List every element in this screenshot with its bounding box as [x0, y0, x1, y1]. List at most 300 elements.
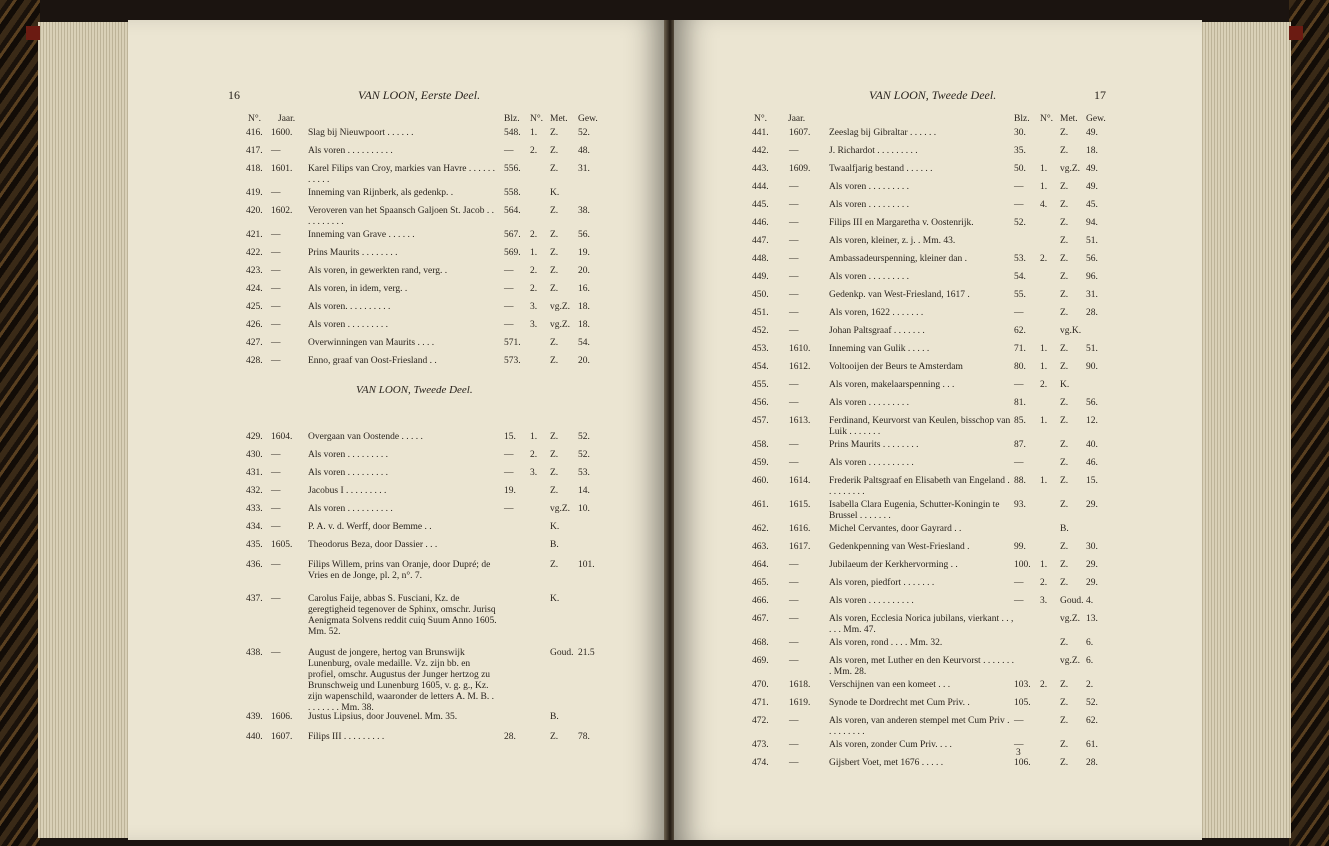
- entry-description: Enno, graaf van Oost-Friesland . .: [308, 356, 437, 366]
- entry-number: 416.: [246, 128, 263, 138]
- entry-weight: 61.: [1086, 740, 1098, 750]
- entry-weight: 45.: [1086, 200, 1098, 210]
- running-title: VAN LOON, Eerste Deel.: [358, 88, 481, 102]
- entry-year: 1606.: [271, 712, 293, 722]
- entry-metal: B.: [550, 712, 559, 722]
- entry-year: —: [271, 468, 281, 478]
- entry-metal: Z.: [1060, 560, 1069, 570]
- entry-description: Als voren . . . . . . . . . .: [829, 458, 914, 468]
- entry-year: 1602.: [271, 206, 293, 216]
- entry-page: —: [1014, 740, 1024, 750]
- entry-weight: 18.: [578, 320, 590, 330]
- entry-page: 556.: [504, 164, 521, 174]
- entry-number: 470.: [752, 680, 769, 690]
- entry-weight: 31.: [1086, 290, 1098, 300]
- entry-year: —: [789, 182, 799, 192]
- entry-number: 468.: [752, 638, 769, 648]
- entry-year: —: [789, 200, 799, 210]
- entry-page: 564.: [504, 206, 521, 216]
- entry-year: —: [789, 578, 799, 588]
- entry-metal: Z.: [1060, 416, 1069, 426]
- entry-page: —: [1014, 380, 1024, 390]
- entry-year: —: [271, 594, 281, 604]
- entry-page: —: [1014, 182, 1024, 192]
- entry-metal: Z.: [1060, 698, 1069, 708]
- entry-page: —: [504, 146, 514, 156]
- entry-page: —: [1014, 578, 1024, 588]
- entry-year: —: [271, 504, 281, 514]
- entry-description: Isabella Clara Eugenia, Schutter-Koningin te Brussel . . . . . . .: [829, 500, 1000, 521]
- entry-year: —: [271, 560, 281, 570]
- entry-weight: 78.: [578, 732, 590, 742]
- running-title: VAN LOON, Tweede Deel.: [869, 88, 997, 102]
- entry-metal: K.: [550, 522, 560, 532]
- entry-year: —: [789, 560, 799, 570]
- entry-description: Theodorus Beza, door Dassier . . .: [308, 540, 438, 550]
- entry-page: 30.: [1014, 128, 1026, 138]
- entry-year: —: [789, 398, 799, 408]
- entry-page: 99.: [1014, 542, 1026, 552]
- right-page: [674, 20, 1202, 840]
- entry-year: 1619.: [789, 698, 811, 708]
- left-page-edges: [38, 22, 138, 838]
- entry-description: Frederik Paltsgraaf en Elisabeth van Engeland . . . . . . . . .: [829, 476, 1010, 497]
- entry-description: Overgaan van Oostende . . . . .: [308, 432, 423, 442]
- entry-no: 2.: [530, 230, 538, 240]
- entry-description: Prins Maurits . . . . . . . .: [308, 248, 398, 258]
- entry-description: Twaalfjarig bestand . . . . . .: [829, 164, 933, 174]
- entry-metal: Z.: [1060, 680, 1069, 690]
- entry-weight: 52.: [578, 450, 590, 460]
- entry-metal: Z.: [1060, 542, 1069, 552]
- entry-page: 548.: [504, 128, 521, 138]
- entry-number: 464.: [752, 560, 769, 570]
- entry-weight: 49.: [1086, 182, 1098, 192]
- entry-number: 465.: [752, 578, 769, 588]
- entry-page: 35.: [1014, 146, 1026, 156]
- entry-year: 1600.: [271, 128, 293, 138]
- entry-page: 19.: [504, 486, 516, 496]
- entry-metal: Z.: [1060, 182, 1069, 192]
- entry-year: —: [789, 308, 799, 318]
- entry-number: 445.: [752, 200, 769, 210]
- entry-metal: Goud.: [1060, 596, 1084, 606]
- entry-year: —: [789, 254, 799, 264]
- entry-weight: 4.: [1086, 596, 1094, 606]
- entry-year: —: [789, 326, 799, 336]
- entry-no: 1.: [530, 248, 538, 258]
- entry-description: Als voren, kleiner, z. j. . Mm. 43.: [829, 236, 956, 246]
- entry-year: —: [789, 716, 799, 726]
- entry-no: 3.: [530, 320, 538, 330]
- entry-page: 573.: [504, 356, 521, 366]
- entry-year: —: [271, 450, 281, 460]
- entry-description: Als voren . . . . . . . . .: [829, 272, 909, 282]
- entry-year: —: [271, 648, 281, 658]
- entry-weight: 51.: [1086, 236, 1098, 246]
- entry-number: 436.: [246, 560, 263, 570]
- entry-weight: 2.: [1086, 680, 1094, 690]
- entry-metal: Z.: [550, 248, 559, 258]
- entry-year: 1607.: [789, 128, 811, 138]
- entry-year: 1601.: [271, 164, 293, 174]
- entry-description: Johan Paltsgraaf . . . . . . .: [829, 326, 925, 336]
- entry-description: Inneming van Rijnberk, als gedenkp. .: [308, 188, 454, 198]
- entry-number: 443.: [752, 164, 769, 174]
- entry-metal: Z.: [550, 338, 559, 348]
- entry-no: 1.: [530, 432, 538, 442]
- entry-year: —: [789, 596, 799, 606]
- entry-page: —: [504, 302, 514, 312]
- entry-metal: Z.: [550, 266, 559, 276]
- entry-description: Als voren, in idem, verg. .: [308, 284, 408, 294]
- entry-number: 441.: [752, 128, 769, 138]
- entry-number: 447.: [752, 236, 769, 246]
- entry-metal: Z.: [550, 468, 559, 478]
- entry-year: 1614.: [789, 476, 811, 486]
- entry-description: Karel Filips van Croy, markies van Havre . . . . . . . . . . .: [308, 164, 495, 185]
- entry-metal: Z.: [1060, 458, 1069, 468]
- col-no: N°.: [754, 114, 768, 124]
- entry-number: 457.: [752, 416, 769, 426]
- entry-weight: 51.: [1086, 344, 1098, 354]
- entry-number: 452.: [752, 326, 769, 336]
- entry-metal: Z.: [1060, 146, 1069, 156]
- entry-metal: Z.: [550, 146, 559, 156]
- entry-description: Als voren . . . . . . . . . .: [829, 596, 914, 606]
- entry-year: 1609.: [789, 164, 811, 174]
- entry-year: —: [789, 440, 799, 450]
- entry-metal: Z.: [550, 432, 559, 442]
- entry-weight: 31.: [578, 164, 590, 174]
- right-page-edges: [1191, 22, 1291, 838]
- left-page: [128, 20, 666, 840]
- entry-description: Als voren . . . . . . . . .: [308, 468, 388, 478]
- col-met: Met.: [1060, 114, 1078, 124]
- entry-year: —: [789, 236, 799, 246]
- entry-number: 418.: [246, 164, 263, 174]
- entry-description: Ferdinand, Keurvorst van Keulen, bisschop van Luik . . . . . . .: [829, 416, 1011, 437]
- entry-year: —: [271, 522, 281, 532]
- entry-description: Jubilaeum der Kerkhervorming . .: [829, 560, 958, 570]
- entry-number: 453.: [752, 344, 769, 354]
- signature-mark: 3: [1016, 748, 1021, 758]
- entry-page: —: [504, 450, 514, 460]
- entry-metal: vg.Z.: [1060, 164, 1081, 174]
- entry-number: 460.: [752, 476, 769, 486]
- entry-metal: K.: [550, 188, 560, 198]
- entry-description: Als voren . . . . . . . . . .: [308, 146, 393, 156]
- entry-page: —: [504, 266, 514, 276]
- entry-number: 448.: [752, 254, 769, 264]
- entry-metal: Z.: [1060, 290, 1069, 300]
- entry-metal: K.: [550, 594, 560, 604]
- entry-no: 2.: [1040, 680, 1048, 690]
- entry-description: Gedenkp. van West-Friesland, 1617 .: [829, 290, 970, 300]
- entry-no: 2.: [530, 146, 538, 156]
- entry-description: Verschijnen van een komeet . . .: [829, 680, 951, 690]
- entry-weight: 40.: [1086, 440, 1098, 450]
- entry-no: 1.: [1040, 362, 1048, 372]
- entry-number: 437.: [246, 594, 263, 604]
- entry-year: 1616.: [789, 524, 811, 534]
- entry-weight: 49.: [1086, 164, 1098, 174]
- entry-weight: 62.: [1086, 716, 1098, 726]
- entry-year: —: [271, 146, 281, 156]
- entry-description: Als voren . . . . . . . . .: [829, 182, 909, 192]
- entry-description: Slag bij Nieuwpoort . . . . . .: [308, 128, 414, 138]
- entry-year: —: [271, 188, 281, 198]
- entry-number: 474.: [752, 758, 769, 768]
- entry-description: Justus Lipsius, door Jouvenel. Mm. 35.: [308, 712, 458, 722]
- entry-number: 420.: [246, 206, 263, 216]
- entry-weight: 46.: [1086, 458, 1098, 468]
- entry-page: 93.: [1014, 500, 1026, 510]
- entry-weight: 56.: [1086, 398, 1098, 408]
- entry-description: Jacobus I . . . . . . . . .: [308, 486, 387, 496]
- entry-year: 1615.: [789, 500, 811, 510]
- entry-description: Als voren, piedfort . . . . . . .: [829, 578, 935, 588]
- entry-description: Als voren, van anderen stempel met Cum Priv . . . . . . . . .: [829, 716, 1010, 737]
- entry-page: 15.: [504, 432, 516, 442]
- entry-page: —: [1014, 308, 1024, 318]
- entry-description: Prins Maurits . . . . . . . .: [829, 440, 919, 450]
- entry-weight: 90.: [1086, 362, 1098, 372]
- entry-year: —: [789, 458, 799, 468]
- entry-year: —: [789, 638, 799, 648]
- right-cover: [1289, 0, 1329, 846]
- entry-page: —: [1014, 458, 1024, 468]
- entry-no: 1.: [530, 128, 538, 138]
- entry-number: 432.: [246, 486, 263, 496]
- entry-page: 569.: [504, 248, 521, 258]
- entry-metal: Z.: [550, 356, 559, 366]
- entry-metal: Z.: [1060, 254, 1069, 264]
- entry-number: 450.: [752, 290, 769, 300]
- entry-metal: Z.: [1060, 740, 1069, 750]
- entry-metal: Z.: [550, 164, 559, 174]
- entry-metal: Z.: [1060, 398, 1069, 408]
- entry-metal: Z.: [1060, 308, 1069, 318]
- entry-metal: Z.: [1060, 500, 1069, 510]
- entry-year: —: [789, 218, 799, 228]
- entry-no: 2.: [1040, 578, 1048, 588]
- entry-number: 419.: [246, 188, 263, 198]
- entry-description: Carolus Faije, abbas S. Fusciani, Kz. de geregtigheid tegenover de Sphinx, omschr. Jurisq Aenigmata Solvens reddit cuiq Suum Anno 1605. Mm. 52.: [308, 594, 497, 637]
- entry-metal: Z.: [1060, 200, 1069, 210]
- entry-weight: 52.: [578, 128, 590, 138]
- entry-description: Gijsbert Voet, met 1676 . . . . .: [829, 758, 944, 768]
- entry-metal: Z.: [1060, 236, 1069, 246]
- entry-number: 440.: [246, 732, 263, 742]
- entry-description: Als voren, Ecclesia Norica jubilans, vierkant . . , . . . Mm. 47.: [829, 614, 1014, 635]
- entry-year: —: [789, 656, 799, 666]
- entry-page: 571.: [504, 338, 521, 348]
- entry-page: —: [504, 284, 514, 294]
- entry-number: 471.: [752, 698, 769, 708]
- entry-weight: 6.: [1086, 656, 1094, 666]
- entry-number: 473.: [752, 740, 769, 750]
- entry-page: 80.: [1014, 362, 1026, 372]
- entry-page: 106.: [1014, 758, 1031, 768]
- entry-page: 87.: [1014, 440, 1026, 450]
- entry-number: 444.: [752, 182, 769, 192]
- entry-number: 430.: [246, 450, 263, 460]
- entry-no: 3.: [1040, 596, 1048, 606]
- entry-metal: Z.: [1060, 638, 1069, 648]
- entry-year: —: [789, 272, 799, 282]
- entry-metal: Z.: [550, 732, 559, 742]
- section-title: VAN LOON, Tweede Deel.: [356, 384, 473, 396]
- entry-year: 1617.: [789, 542, 811, 552]
- page-number: 17: [1094, 88, 1106, 102]
- entry-weight: 18.: [578, 302, 590, 312]
- entry-number: 425.: [246, 302, 263, 312]
- entry-weight: 29.: [1086, 560, 1098, 570]
- entry-metal: Z.: [1060, 476, 1069, 486]
- entry-weight: 28.: [1086, 758, 1098, 768]
- entry-no: 1.: [1040, 416, 1048, 426]
- col-jaar: Jaar.: [278, 114, 296, 124]
- entry-page: 52.: [1014, 218, 1026, 228]
- entry-page: 567.: [504, 230, 521, 240]
- entry-number: 439.: [246, 712, 263, 722]
- col-blz: Blz.: [504, 114, 520, 124]
- entry-description: Ambassadeurspenning, kleiner dan .: [829, 254, 967, 264]
- entry-weight: 56.: [1086, 254, 1098, 264]
- entry-description: Als voren, zonder Cum Priv. . . .: [829, 740, 952, 750]
- entry-weight: 6.: [1086, 638, 1094, 648]
- entry-year: —: [789, 740, 799, 750]
- entry-number: 467.: [752, 614, 769, 624]
- entry-year: 1610.: [789, 344, 811, 354]
- entry-no: 3.: [530, 468, 538, 478]
- entry-metal: Z.: [1060, 362, 1069, 372]
- entry-metal: Z.: [550, 284, 559, 294]
- entry-year: —: [789, 614, 799, 624]
- entry-year: —: [271, 320, 281, 330]
- entry-no: 2.: [1040, 380, 1048, 390]
- entry-year: 1607.: [271, 732, 293, 742]
- entry-no: 2.: [530, 450, 538, 460]
- entry-description: Filips III . . . . . . . . .: [308, 732, 385, 742]
- entry-page: 54.: [1014, 272, 1026, 282]
- entry-page: —: [1014, 596, 1024, 606]
- entry-number: 435.: [246, 540, 263, 550]
- entry-year: —: [271, 266, 281, 276]
- entry-number: 438.: [246, 648, 263, 658]
- entry-number: 442.: [752, 146, 769, 156]
- corner-ornament: [26, 26, 40, 40]
- entry-page: —: [1014, 716, 1024, 726]
- entry-metal: Z.: [1060, 758, 1069, 768]
- entry-metal: Goud.: [550, 648, 574, 658]
- entry-year: —: [271, 486, 281, 496]
- entry-year: —: [789, 758, 799, 768]
- entry-description: Filips Willem, prins van Oranje, door Dupré; de Vries en de Jonge, pl. 2, n°. 7.: [308, 560, 491, 581]
- col-met: Met.: [550, 114, 568, 124]
- entry-year: —: [271, 284, 281, 294]
- entry-metal: B.: [550, 540, 559, 550]
- entry-metal: vg.Z.: [550, 302, 571, 312]
- entry-year: 1604.: [271, 432, 293, 442]
- entry-metal: Z.: [1060, 440, 1069, 450]
- entry-metal: Z.: [1060, 716, 1069, 726]
- col-blz: Blz.: [1014, 114, 1030, 124]
- entry-weight: 12.: [1086, 416, 1098, 426]
- entry-no: 2.: [530, 284, 538, 294]
- entry-page: —: [504, 468, 514, 478]
- page-number: 16: [228, 88, 240, 102]
- entry-description: Zeeslag bij Gibraltar . . . . . .: [829, 128, 937, 138]
- entry-year: 1613.: [789, 416, 811, 426]
- col-n: N°.: [530, 114, 544, 124]
- entry-weight: 13.: [1086, 614, 1098, 624]
- entry-number: 426.: [246, 320, 263, 330]
- entry-no: 2.: [530, 266, 538, 276]
- entry-page: 81.: [1014, 398, 1026, 408]
- entry-description: Inneming van Gulik . . . . .: [829, 344, 930, 354]
- entry-description: Als voren, in gewerkten rand, verg. .: [308, 266, 448, 276]
- entry-metal: Z.: [550, 206, 559, 216]
- entry-number: 461.: [752, 500, 769, 510]
- entry-description: Als voren, 1622 . . . . . . .: [829, 308, 924, 318]
- entry-year: —: [271, 356, 281, 366]
- entry-description: Als voren . . . . . . . . .: [308, 450, 388, 460]
- entry-weight: 38.: [578, 206, 590, 216]
- entry-description: Als voren, rond . . . . Mm. 32.: [829, 638, 943, 648]
- entry-metal: Z.: [550, 486, 559, 496]
- col-gew: Gew.: [578, 114, 598, 124]
- entry-page: 85.: [1014, 416, 1026, 426]
- col-gew: Gew.: [1086, 114, 1106, 124]
- entry-weight: 19.: [578, 248, 590, 258]
- entry-description: Als voren . . . . . . . . .: [829, 398, 909, 408]
- entry-year: —: [271, 302, 281, 312]
- entry-page: —: [504, 504, 514, 514]
- entry-weight: 96.: [1086, 272, 1098, 282]
- entry-weight: 49.: [1086, 128, 1098, 138]
- entry-year: —: [789, 380, 799, 390]
- entry-description: Inneming van Grave . . . . . .: [308, 230, 415, 240]
- entry-number: 423.: [246, 266, 263, 276]
- col-n: N°.: [1040, 114, 1054, 124]
- entry-page: 103.: [1014, 680, 1031, 690]
- entry-weight: 53.: [578, 468, 590, 478]
- entry-metal: vg.K.: [1060, 326, 1082, 336]
- entry-description: Michel Cervantes, door Gayrard . .: [829, 524, 962, 534]
- entry-page: 100.: [1014, 560, 1031, 570]
- entry-metal: Z.: [1060, 578, 1069, 588]
- entry-metal: vg.Z.: [1060, 614, 1081, 624]
- entry-number: 424.: [246, 284, 263, 294]
- entry-number: 421.: [246, 230, 263, 240]
- entry-page: 55.: [1014, 290, 1026, 300]
- entry-year: —: [271, 230, 281, 240]
- entry-weight: 56.: [578, 230, 590, 240]
- entry-description: Filips III en Margaretha v. Oostenrijk.: [829, 218, 974, 228]
- entry-weight: 29.: [1086, 500, 1098, 510]
- entry-weight: 54.: [578, 338, 590, 348]
- entry-number: 463.: [752, 542, 769, 552]
- entry-description: August de jongere, hertog van Brunswijk Lunenburg, ovale medaille. Vz. zijn bb. en profiel, omschr. Augustus der Junger hertzog zu Brunschweig und Lunenburg 1605, v. g. g., Kz. zijn wapenschild, waaronder de letters A. M. B. . . . . . . . . Mm. 38.: [308, 648, 494, 713]
- entry-number: 449.: [752, 272, 769, 282]
- corner-ornament: [1289, 26, 1303, 40]
- entry-weight: 30.: [1086, 542, 1098, 552]
- entry-metal: Z.: [1060, 344, 1069, 354]
- entry-number: 458.: [752, 440, 769, 450]
- entry-number: 434.: [246, 522, 263, 532]
